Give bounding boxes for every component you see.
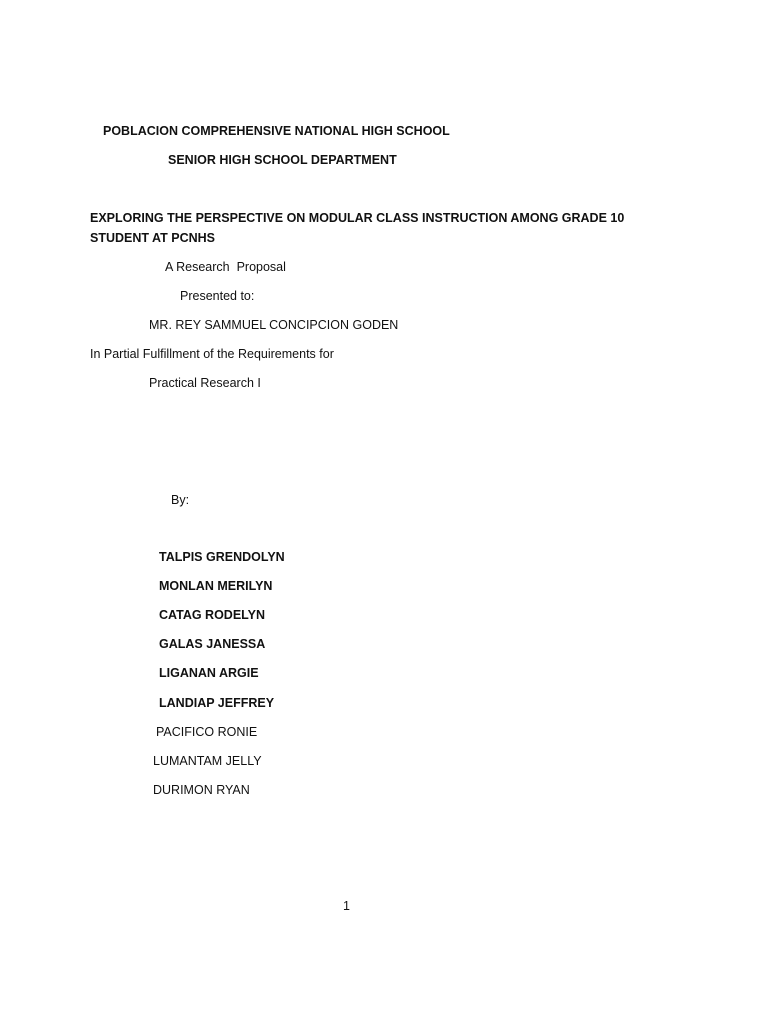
author-name: GALAS JANESSA bbox=[159, 637, 266, 651]
department-name: SENIOR HIGH SCHOOL DEPARTMENT bbox=[168, 153, 397, 167]
adviser-name: MR. REY SAMMUEL CONCIPCION GODEN bbox=[149, 318, 399, 332]
course-name: Practical Research I bbox=[149, 376, 261, 390]
author-name: LUMANTAM JELLY bbox=[153, 754, 262, 768]
presented-to-label: Presented to: bbox=[180, 289, 255, 303]
author-name: MONLAN MERILYN bbox=[159, 579, 273, 593]
author-name: CATAG RODELYN bbox=[159, 608, 266, 622]
proposal-type: A Research Proposal bbox=[165, 260, 286, 274]
page-number: 1 bbox=[343, 899, 350, 913]
research-title: EXPLORING THE PERSPECTIVE ON MODULAR CLASS INSTRUCTION AMONG GRADE 10 STUDENT AT PCNHS bbox=[90, 211, 625, 245]
author-name: PACIFICO RONIE bbox=[156, 725, 258, 739]
fulfillment-statement: In Partial Fulfillment of the Requirements for bbox=[90, 347, 334, 361]
author-name: LIGANAN ARGIE bbox=[159, 666, 259, 680]
author-name: TALPIS GRENDOLYN bbox=[159, 550, 285, 564]
by-label: By: bbox=[171, 493, 190, 507]
school-name: POBLACION COMPREHENSIVE NATIONAL HIGH SCHOOL bbox=[103, 124, 450, 138]
author-name: LANDIAP JEFFREY bbox=[159, 696, 275, 710]
author-name: DURIMON RYAN bbox=[153, 783, 250, 797]
